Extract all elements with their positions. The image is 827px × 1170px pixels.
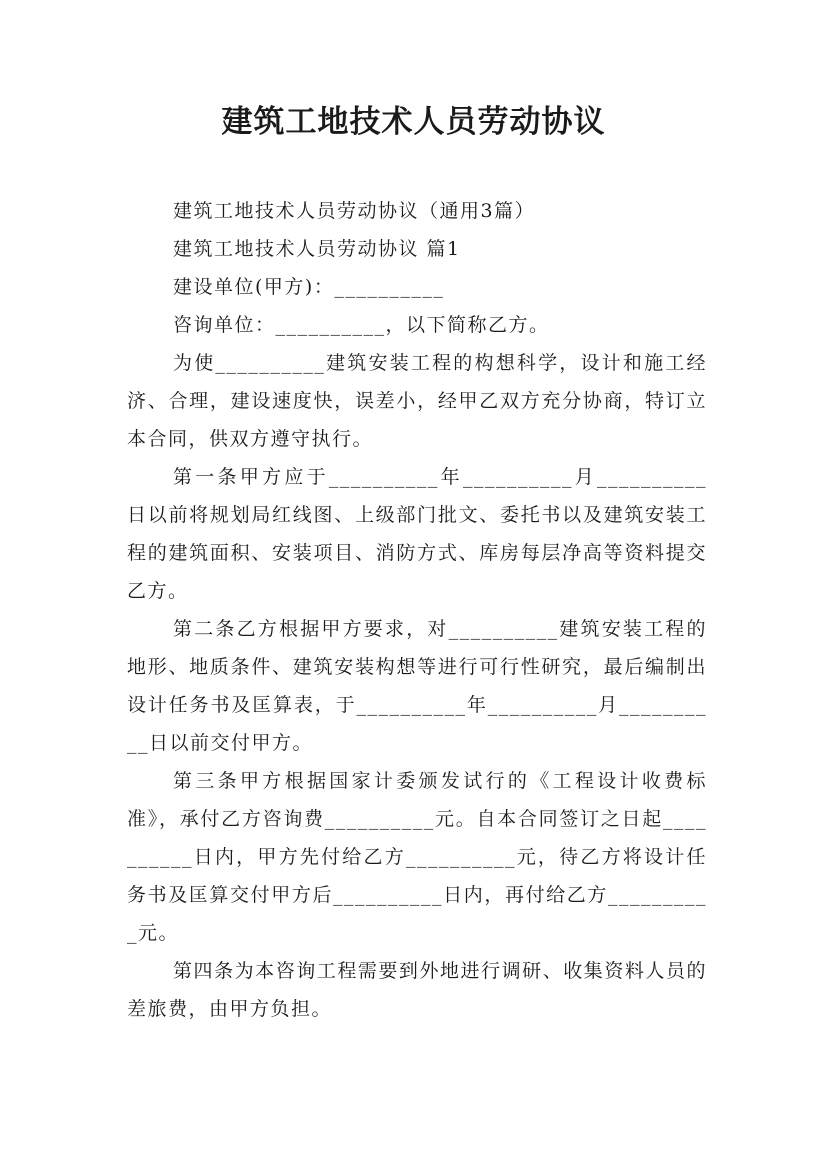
document-title: 建筑工地技术人员劳动协议: [221, 104, 606, 140]
section-heading-paragraph: 建筑工地技术人员劳动协议 篇1: [173, 238, 461, 260]
article-3-paragraph: 第三条甲方根据国家计委颁发试行的《工程设计收费标准》，承付乙方咨询费__________元。自本合同签订之日起__________日内，甲方先付给乙方__________元，待乙方将设计任务书及匡算交付甲方后__________日内，再付给乙方__________元。: [127, 770, 707, 944]
article-2-paragraph: 第二条乙方根据甲方要求，对__________建筑安装工程的地形、地质条件、建筑安装构想等进行可行性研究，最后编制出设计任务书及匡算表，于__________年__________月__________日以前交付甲方。: [127, 618, 707, 754]
party-b-paragraph: 咨询单位：__________，以下简称乙方。: [173, 314, 550, 336]
document-body: [127, 192, 707, 1028]
subtitle-paragraph: 建筑工地技术人员劳动协议（通用3篇）: [173, 200, 536, 222]
article-1-paragraph: 第一条甲方应于__________年__________月__________日以前将规划局红线图、上级部门批文、委托书以及建筑安装工程的建筑面积、安装项目、消防方式、库房每层净高等资料提交乙方。: [127, 466, 707, 602]
purpose-paragraph: 为使__________建筑安装工程的构想科学，设计和施工经济、合理，建设速度快，误差小，经甲乙双方充分协商，特订立本合同，供双方遵守执行。: [127, 352, 707, 450]
article-4-paragraph: 第四条为本咨询工程需要到外地进行调研、收集资料人员的差旅费，由甲方负担。: [127, 960, 707, 1020]
party-a-paragraph: 建设单位(甲方)：__________: [173, 276, 445, 298]
